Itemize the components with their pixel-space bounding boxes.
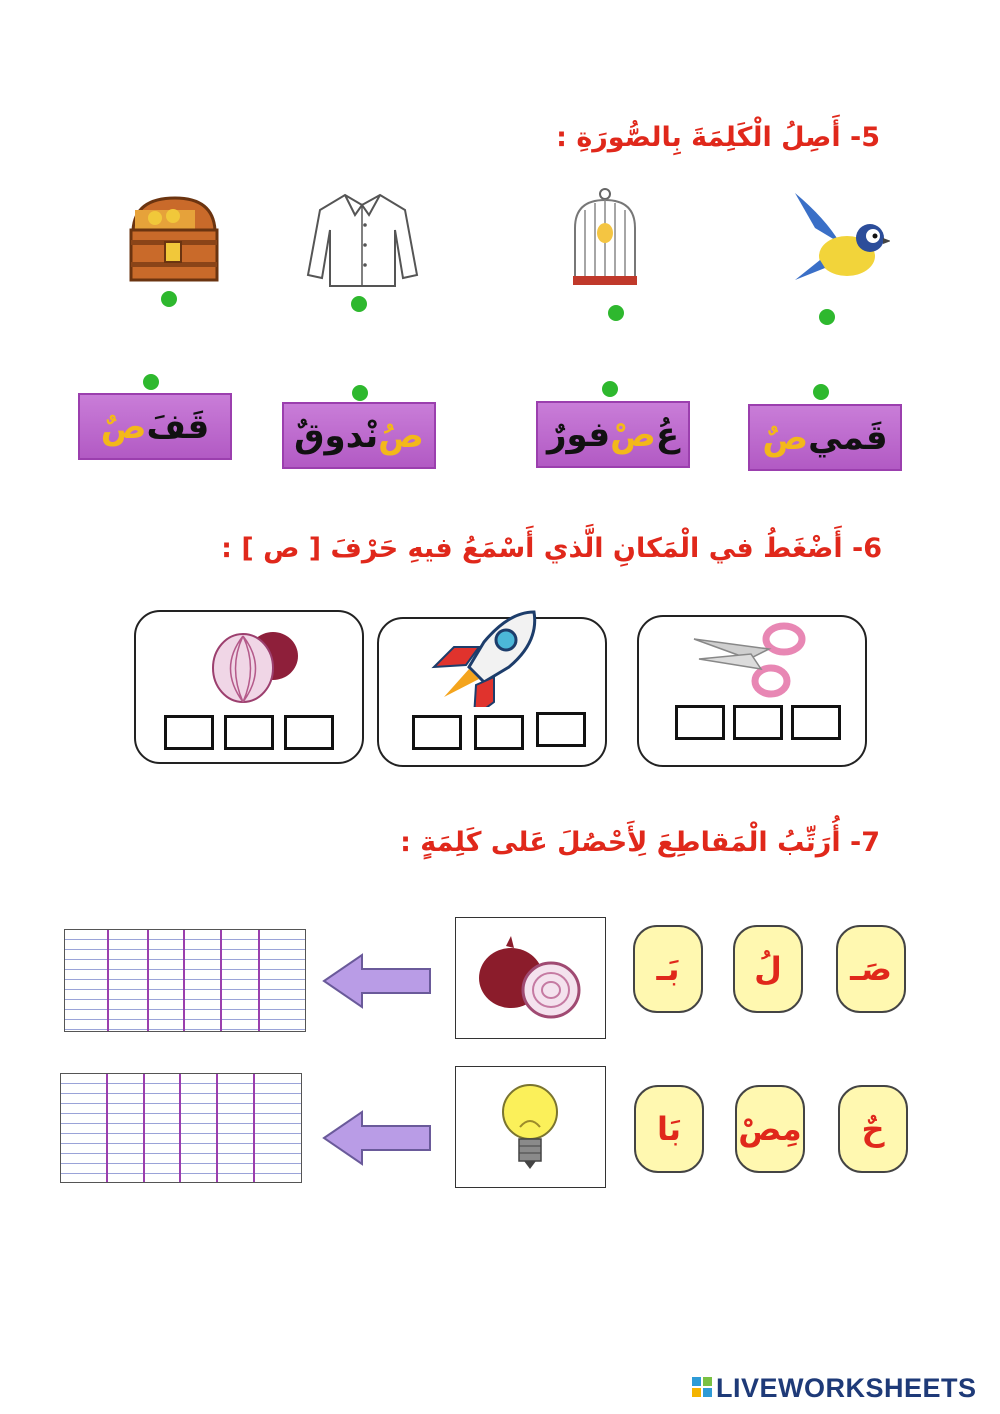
grid-divider: [147, 930, 149, 1031]
match-dot-word-3[interactable]: [602, 381, 618, 397]
liveworksheets-logo[interactable]: LIVEWORKSHEETS: [716, 1373, 977, 1403]
sound-box[interactable]: [474, 715, 524, 750]
sound-box[interactable]: [412, 715, 462, 750]
sound-box[interactable]: [284, 715, 334, 750]
shirt-icon: [305, 190, 420, 290]
grid-divider: [143, 1074, 145, 1182]
word-card-3: [536, 401, 690, 468]
match-dot-picture-3[interactable]: [608, 305, 624, 321]
sound-card-onion: [134, 610, 364, 764]
syllable-card[interactable]: [735, 1085, 805, 1173]
onion-icon: [456, 918, 604, 1036]
grid-divider: [179, 1074, 181, 1182]
sound-box[interactable]: [224, 715, 274, 750]
sound-card-scissors: [637, 615, 867, 767]
sound-box[interactable]: [675, 705, 725, 740]
onion-photo: [455, 917, 606, 1039]
word-prefix: عُ: [655, 414, 680, 455]
match-dot-word-2[interactable]: [352, 385, 368, 401]
match-dot-picture-2[interactable]: [351, 296, 367, 312]
treasure-chest-icon: [125, 190, 220, 285]
word-highlight: صٌ: [762, 417, 809, 458]
sound-box[interactable]: [164, 715, 214, 750]
syllable-card[interactable]: [733, 925, 803, 1013]
word-highlight: صُ: [378, 415, 424, 456]
grid-divider: [106, 1074, 108, 1182]
syllable-card[interactable]: [836, 925, 906, 1013]
grid-divider: [107, 930, 109, 1031]
word-highlight: صٌ: [100, 406, 147, 447]
word-card-4: [748, 404, 902, 471]
section6-heading: 6- أَضْغَطُ في الْمَكانِ الَّذي أَسْمَعُ فيهِ حَرْفَ [ ص ] :: [221, 533, 882, 564]
answer-lines-row1[interactable]: [64, 929, 306, 1032]
bird-icon: [785, 188, 890, 293]
match-dot-word-1[interactable]: [143, 374, 159, 390]
bird-cage-icon: [570, 188, 640, 293]
sound-box[interactable]: [536, 712, 586, 747]
grid-divider: [216, 1074, 218, 1182]
light-bulb-icon: [456, 1067, 604, 1185]
match-dot-picture-4[interactable]: [819, 309, 835, 325]
syllable-text: مِصْ: [738, 1110, 802, 1148]
syllable-text: حٌ: [861, 1110, 885, 1148]
word-card-2: [282, 402, 436, 469]
grid-divider: [183, 930, 185, 1031]
word-suffix: فورٌ: [546, 414, 611, 455]
word-prefix: قَمي: [808, 417, 888, 458]
sound-box[interactable]: [733, 705, 783, 740]
syllable-card[interactable]: [633, 925, 703, 1013]
word-suffix: نْدوقٌ: [294, 415, 379, 456]
grid-divider: [258, 930, 260, 1031]
sound-card-rocket: [377, 617, 607, 767]
section5-heading: 5- أَصِلُ الْكَلِمَةَ بِالصُّورَةِ :: [556, 122, 880, 153]
arrow-left-icon: [322, 952, 432, 1010]
arrow-left-icon: [322, 1109, 432, 1167]
word-card-1: [78, 393, 232, 460]
scissors-icon: [689, 619, 819, 704]
syllable-text: بَـ: [656, 950, 680, 988]
light-bulb-photo: [455, 1066, 606, 1188]
word-highlight: صْ: [610, 414, 656, 455]
syllable-text: صَـ: [850, 950, 892, 988]
word-prefix: قَفَ: [146, 406, 210, 447]
rocket-icon: [424, 607, 544, 707]
syllable-text: لُ: [754, 950, 782, 988]
match-dot-word-4[interactable]: [813, 384, 829, 400]
sound-box[interactable]: [791, 705, 841, 740]
grid-divider: [253, 1074, 255, 1182]
syllable-card[interactable]: [838, 1085, 908, 1173]
section7-heading: 7- أُرَتِّبُ الْمَقاطِعَ لِأَحْصُلَ عَلى كَلِمَةٍ :: [400, 827, 880, 858]
syllable-text: بَا: [656, 1110, 682, 1148]
syllable-card[interactable]: [634, 1085, 704, 1173]
grid-divider: [220, 930, 222, 1031]
answer-lines-row2[interactable]: [60, 1073, 302, 1183]
liveworksheets-logo-icon: [692, 1377, 712, 1397]
match-dot-picture-1[interactable]: [161, 291, 177, 307]
onion-icon: [208, 616, 303, 706]
